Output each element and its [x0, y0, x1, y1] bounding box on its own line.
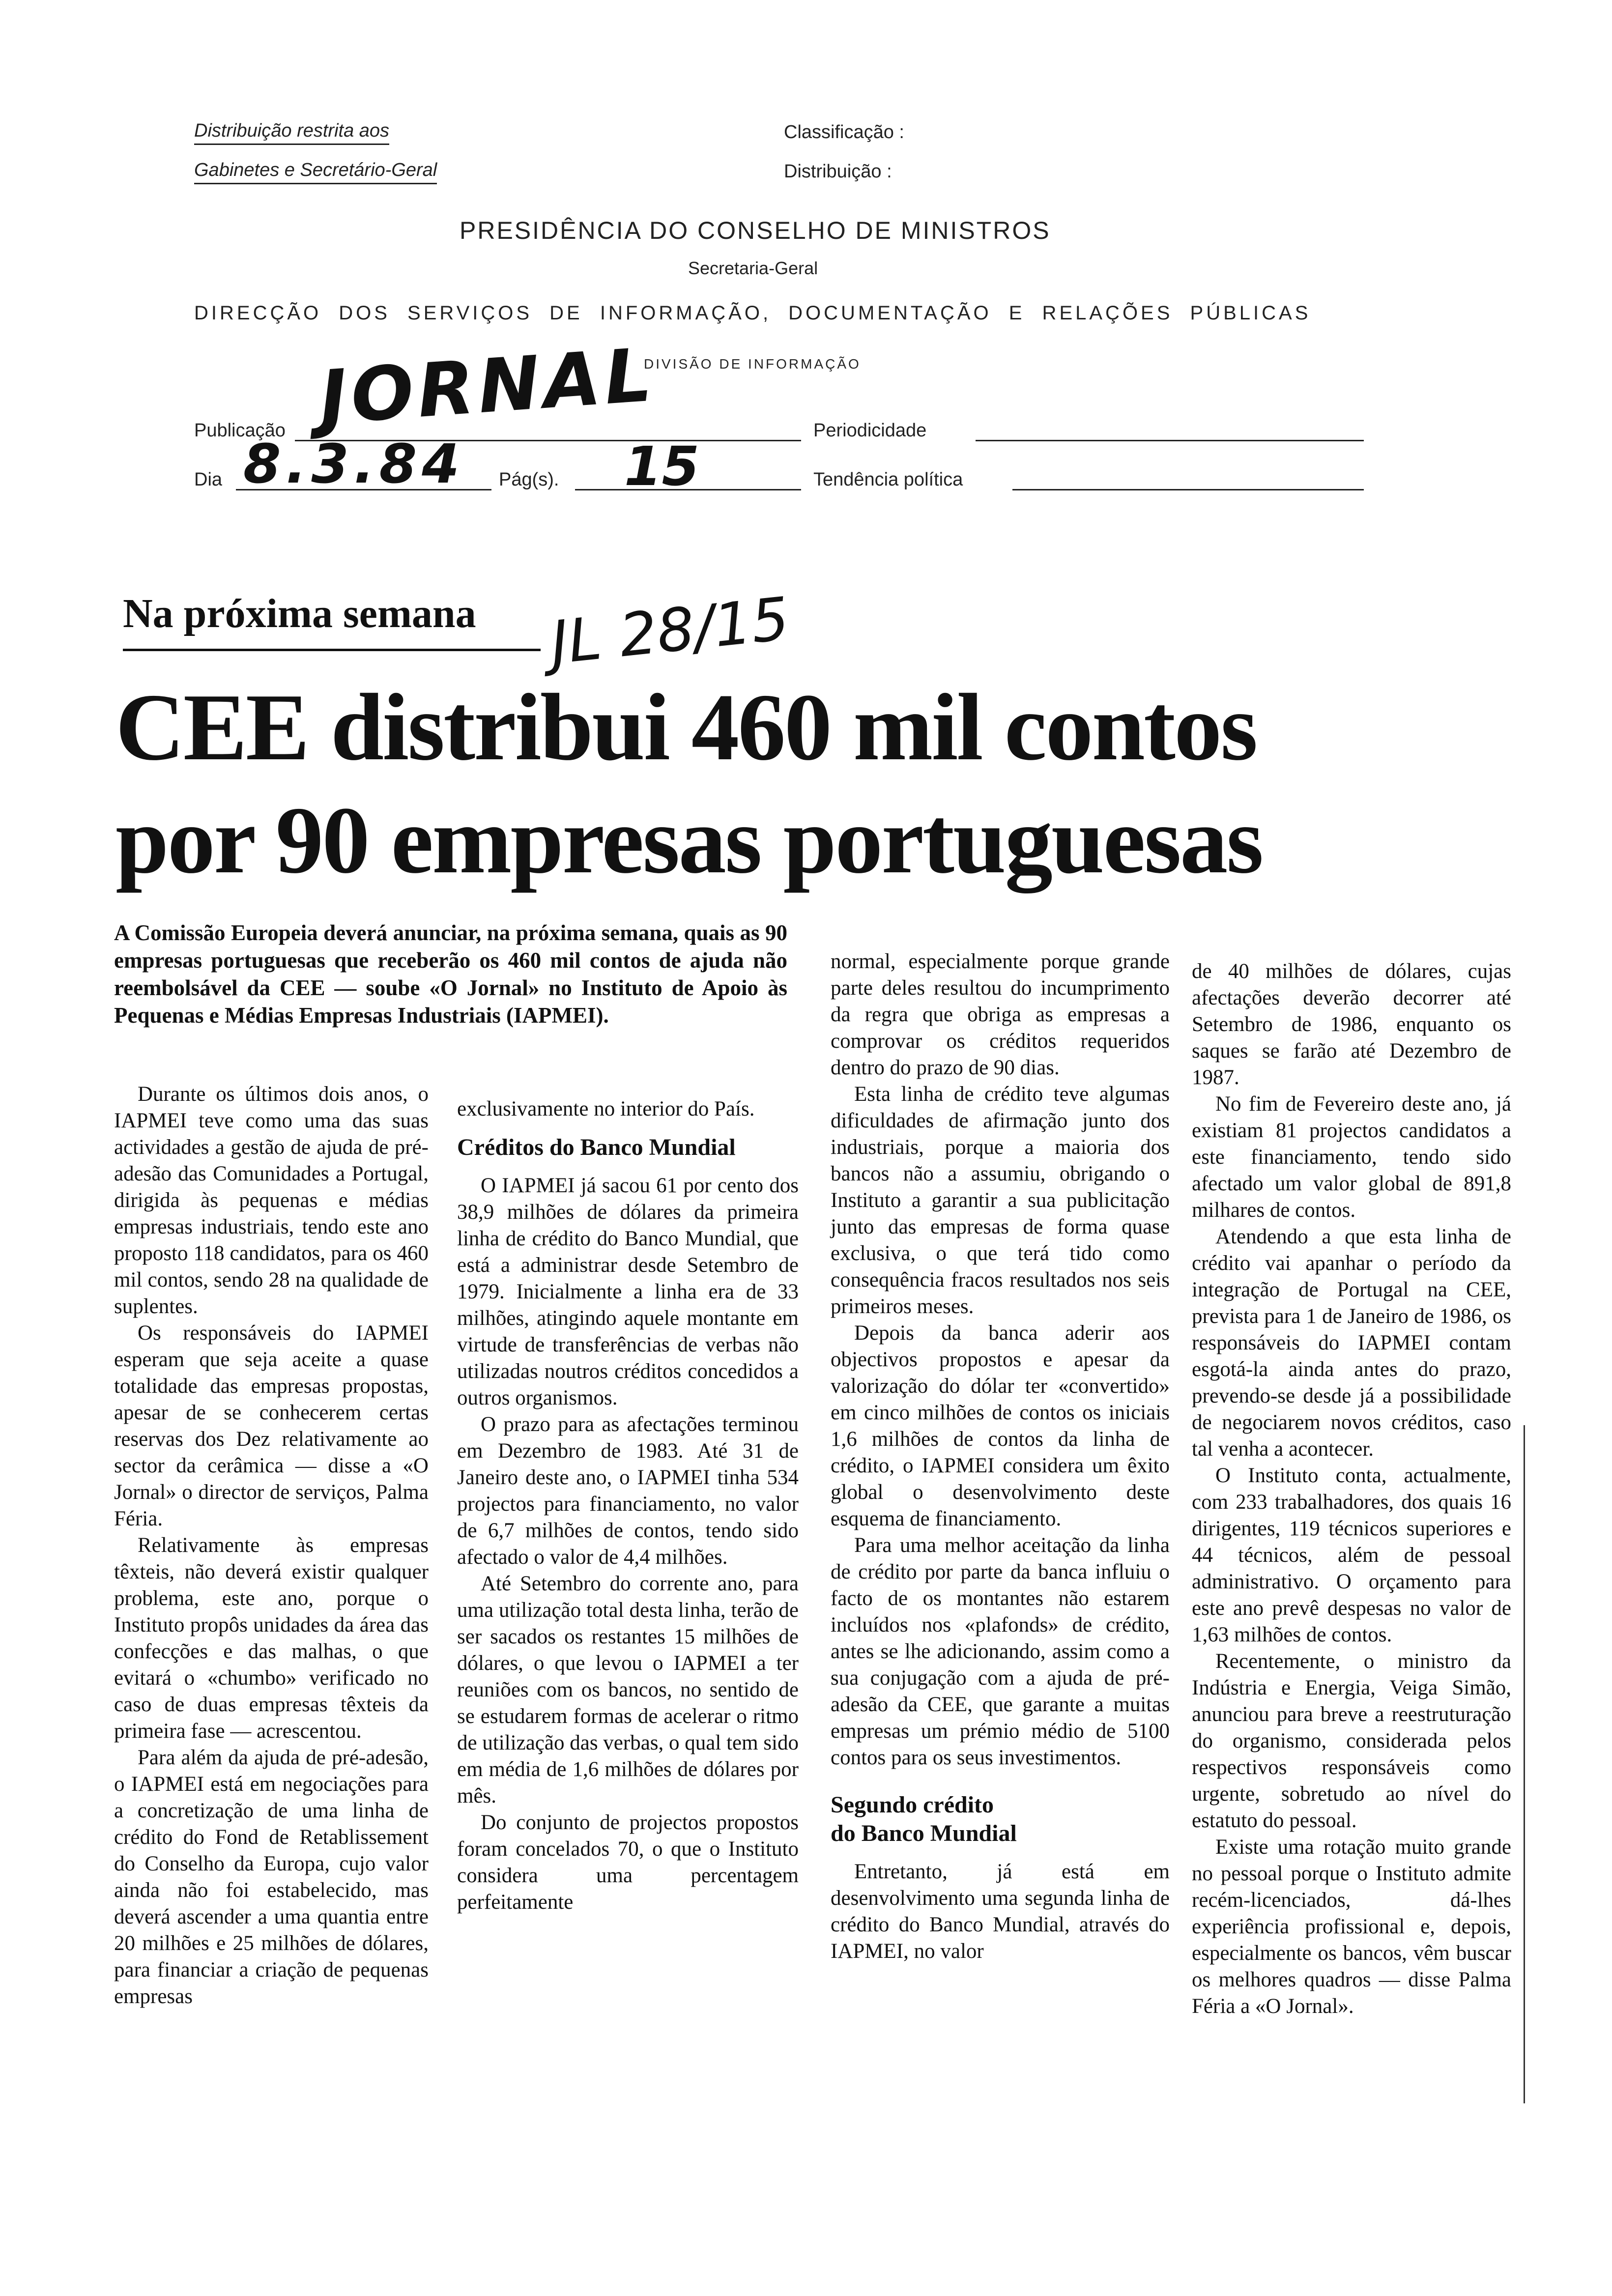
handwritten-note: JL 28/15 — [547, 584, 793, 678]
paragraph: Depois da banca aderir aos objectivos propostos e apesar da valorização do dólar ter «convertido» em cinco milhões de contos os iniciais 1,6 milhões de contos da linha de crédito, o IAPMEI considera um êxito global o desenvolvimento deste esquema de financiamento. — [831, 1321, 1170, 1530]
handwritten-day: 8.3.84 — [243, 432, 464, 495]
article-lead: A Comissão Europeia deverá anunciar, na próxima semana, quais as 90 empresas portuguesas que receberão os 460 mil contos de ajuda não reembolsável da CEE — soube «O Jornal» no Instituto de Apoio às Pequenas e Médias Empresas Industriais (IAPMEI). — [114, 920, 787, 1028]
paragraph: Relativamente às empresas têxteis, não deverá existir qualquer problema, este ano, porque o Instituto propôs unidades da área das confecções e das malhas, o que evitará o «chumbo» verificado no caso de duas empresas têxteis da primeira fase — acrescentou. — [114, 1534, 429, 1743]
paragraph: Recentemente, o ministro da Indústria e Energia, Veiga Simão, anunciou para breve a reestruturação do organismo, considerada pelos respectivos responsáveis como urgente, sobretudo ao nível do estatuto do pessoal. — [1192, 1650, 1511, 1832]
org-title: PRESIDÊNCIA DO CONSELHO DE MINISTROS — [460, 217, 1051, 244]
paragraph: Para além da ajuda de pré-adesão, o IAPMEI está em negociações para a concretização de uma linha de crédito do Fond de Retablissement do Conselho da Europa, cujo valor ainda não foi estabelecido, mas deverá ascender a uma quantia entre 20 milhões e 25 milhões de dólares, para financiar a criação de pequenas empresas — [114, 1746, 429, 2008]
periodicity-label: Periodicidade — [813, 420, 927, 441]
subhead-credits-world-bank: Créditos do Banco Mundial — [457, 1134, 736, 1160]
paragraph: Atendendo a que esta linha de crédito vai apanhar o período da integração de Portugal na CEE, prevista para 1 de Janeiro de 1986, os responsáveis do IAPMEI contam esgotá-la ainda antes do prazo, prevendo-se desde já a possibilidade de negociarem novos créditos, caso tal venha a acontecer. — [1192, 1225, 1511, 1461]
paragraph: de 40 milhões de dólares, cujas afectações deverão decorrer até Setembro de 1986, enquanto os saques se farão até Dezembro de 1987. — [1192, 960, 1511, 1089]
paragraph: Do conjunto de projectos propostos foram concelados 70, o que o Instituto considera uma percentagem perfeitamente — [457, 1811, 799, 1914]
tendency-label: Tendência política — [813, 469, 963, 490]
org-subtitle: Secretaria-Geral — [688, 258, 818, 278]
paragraph: Entretanto, já está em desenvolvimento uma segunda linha de crédito do Banco Mundial, através do IAPMEI, no valor — [831, 1860, 1170, 1963]
tendency-underline — [1012, 489, 1364, 490]
directorate: DIRECÇÃO DOS SERVIÇOS DE INFORMAÇÃO, DOCUMENTAÇÃO E RELAÇÕES PÚBLICAS — [194, 302, 1311, 324]
division-label: DIVISÃO DE INFORMAÇÃO — [644, 356, 861, 372]
paragraph: O IAPMEI já sacou 61 por cento dos 38,9 milhões de dólares da primeira linha de crédito do Banco Mundial, que está a administrar desde Setembro de 1979. Inicialmente a linha era de 33 milhões, atingindo aquele montante em virtude de transferências de verbas não utilizadas noutros créditos concedidos a outros organismos. — [457, 1174, 799, 1409]
headline-line-1: CEE distribui 460 mil contos — [115, 674, 1257, 780]
paragraph: O prazo para as afectações terminou em Dezembro de 1983. Até 31 de Janeiro deste ano, o IAPMEI tinha 534 projectos para financiamento, no valor de 6,7 milhões de contos, tendo sido afectado o valor de 4,4 milhões. — [457, 1413, 799, 1569]
subhead-second-credit — [831, 1791, 1170, 1848]
periodicity-underline — [976, 440, 1364, 441]
paragraph: Existe uma rotação muito grande no pessoal porque o Instituto admite recém-licenciados, dá-lhes experiência profissional e, depois, especialmente os bancos, vêm buscar os melhores quadros — disse Palma Féria a «O Jornal». — [1192, 1836, 1511, 2018]
distribution-label: Distribuição : — [784, 161, 892, 182]
distribution-line-2: Gabinetes e Secretário-Geral — [194, 160, 437, 184]
paragraph: Esta linha de crédito teve algumas dificuldades de afirmação junto dos industriais, porque a maioria dos bancos não a assumiu, obrigando o Instituto a garantir a sua publicitação junto das empresas de forma quase exclusiva, o que terá tido como consequência fracos resultados nos seis primeiros meses. — [831, 1083, 1170, 1318]
paragraph: Os responsáveis do IAPMEI esperam que seja aceite a quase totalidade das empresas propostas, apesar de se conhecerem certas reservas dos Dez relativamente ao sector da cerâmica — disse a «O Jornal» o director de serviços, Palma Féria. — [114, 1321, 429, 1530]
paragraph: No fim de Fevereiro deste ano, já existiam 81 projectos candidatos a este financiamento, tendo sido afectado um valor global de 891,8 milhares de contos. — [1192, 1092, 1511, 1222]
margin-rule — [1524, 1425, 1525, 2103]
paragraph: Durante os últimos dois anos, o IAPMEI teve como uma das suas actividades a gestão de ajuda de pré-adesão das Comunidades a Portugal, dirigida às pequenas e médias empresas industriais, tendo este ano proposto 118 candidatos, para os 460 mil contos, sendo 28 na qualidade de suplentes. — [114, 1083, 429, 1318]
paragraph: O Instituto conta, actualmente, com 233 trabalhadores, dos quais 16 dirigentes, 119 técnicos superiores e 44 técnicos, além de pessoal administrativo. O orçamento para este ano prevê despesas no valor de 1,63 milhões de contos. — [1192, 1464, 1511, 1646]
paragraph: exclusivamente no interior do País. — [457, 1097, 755, 1120]
paragraph: Até Setembro do corrente ano, para uma utilização total desta linha, terão de ser sacados os restantes 15 milhões de dólares, o que levou o IAPMEI a ter reuniões com os bancos, no sentido de se estudarem formas de acelerar o ritmo de utilização das verbas, o qual tem sido em média de 1,6 milhões de dólares por mês. — [457, 1572, 799, 1808]
column-3 — [831, 948, 1170, 1965]
article-kicker: Na próxima semana — [123, 591, 476, 636]
handwritten-pages: 15 — [624, 435, 700, 498]
subhead-line: Segundo crédito — [831, 1792, 994, 1818]
paragraph: Para uma melhor aceitação da linha de crédito por parte da banca influiu o facto de os montantes não estarem incluídos nos «plafonds» de crédito, antes se lhe adicionando, assim como a sua conjugação com a ajuda de pré-adesão da CEE, que garante a muitas empresas um prémio médio de 5100 contos para os seus investimentos. — [831, 1534, 1170, 1769]
headline-line-2: por 90 empresas portuguesas — [115, 787, 1263, 893]
handwritten-publication: JORNAL — [317, 332, 659, 441]
classification-label: Classificação : — [784, 122, 904, 143]
publication-label: Publicação — [194, 420, 286, 441]
day-label: Dia — [194, 469, 223, 490]
column-1 — [114, 1081, 429, 2010]
paragraph: normal, especialmente porque grande parte deles resultou do incumprimento da regra que obriga as empresas a comprovar os créditos requeridos dentro do prazo de 90 dias. — [831, 950, 1170, 1079]
column-2 — [457, 1096, 799, 1916]
distribution-line-1: Distribuição restrita aos — [194, 120, 389, 145]
pages-label: Pág(s). — [499, 469, 559, 490]
column-4 — [1192, 958, 1511, 2020]
kicker-rule — [123, 649, 541, 651]
subhead-line: do Banco Mundial — [831, 1820, 1017, 1846]
